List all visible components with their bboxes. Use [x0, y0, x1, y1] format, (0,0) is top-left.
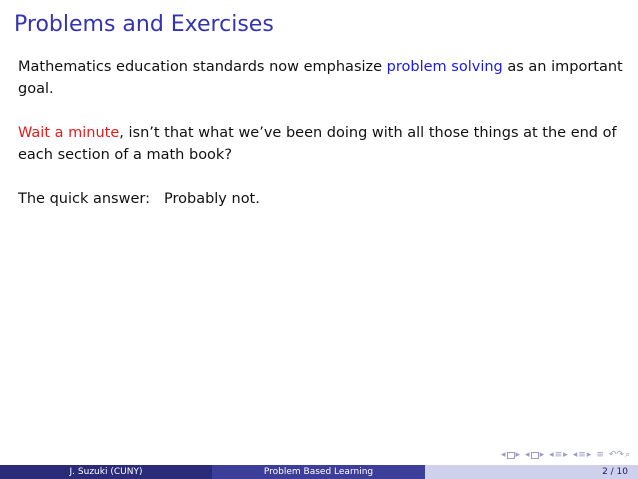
quick-answer-text: Probably not.	[163, 191, 260, 207]
nav-slide-group	[501, 451, 520, 460]
paragraph-standards	[18, 56, 624, 100]
nav-prev-frame-icon[interactable]: ◂	[525, 450, 530, 460]
paragraph-answer	[18, 188, 624, 210]
slide-footer	[0, 465, 638, 479]
nav-prev-section-icon[interactable]: ◂	[572, 450, 578, 460]
nav-next-section-icon[interactable]: ▸	[586, 450, 592, 460]
problem-solving-highlight: problem solving	[386, 59, 503, 75]
nav-prev-slide-icon[interactable]: ◂	[500, 450, 506, 460]
nav-section-icon[interactable]: ≡	[578, 450, 586, 460]
nav-slide-box-icon[interactable]	[507, 452, 515, 459]
paragraph-wait	[18, 122, 624, 166]
nav-back-forward-group	[609, 451, 630, 460]
nav-next-frame-icon[interactable]: ▸	[539, 450, 545, 460]
nav-subsection-group	[549, 451, 568, 460]
paragraph-wait-text: , isn’t that what we’ve been doing with all those things at the end of each section of a math book?	[18, 125, 617, 163]
nav-back-forward-icon[interactable]: ↶↷	[608, 450, 624, 460]
quick-answer-label: The quick answer:	[18, 191, 150, 207]
beamer-navigation-bar	[501, 451, 630, 460]
nav-prev-subsection-icon[interactable]: ◂	[549, 450, 554, 460]
nav-next-subsection-icon[interactable]: ▸	[563, 450, 568, 460]
footer-page-number: 2 / 10	[425, 465, 638, 479]
footer-title: Problem Based Learning	[212, 465, 425, 479]
nav-section-group	[573, 451, 592, 460]
footer-author: J. Suzuki (CUNY)	[0, 465, 212, 479]
slide-title: Problems and Exercises	[14, 12, 274, 37]
nav-subsection-icon[interactable]: ≡	[554, 450, 563, 460]
paragraph-standards-text-end: as an important goal.	[18, 59, 623, 97]
slide-body	[18, 56, 624, 232]
nav-frame-box-icon[interactable]	[531, 452, 539, 459]
nav-search-icon[interactable]: ⌕	[624, 450, 630, 460]
nav-toc-icon[interactable]: ≡	[596, 450, 604, 460]
nav-next-slide-icon[interactable]: ▸	[515, 450, 521, 460]
nav-frame-group	[525, 451, 544, 460]
wait-a-minute-highlight: Wait a minute	[18, 125, 120, 141]
paragraph-standards-text-start: Mathematics education standards now emphasize	[18, 59, 387, 75]
